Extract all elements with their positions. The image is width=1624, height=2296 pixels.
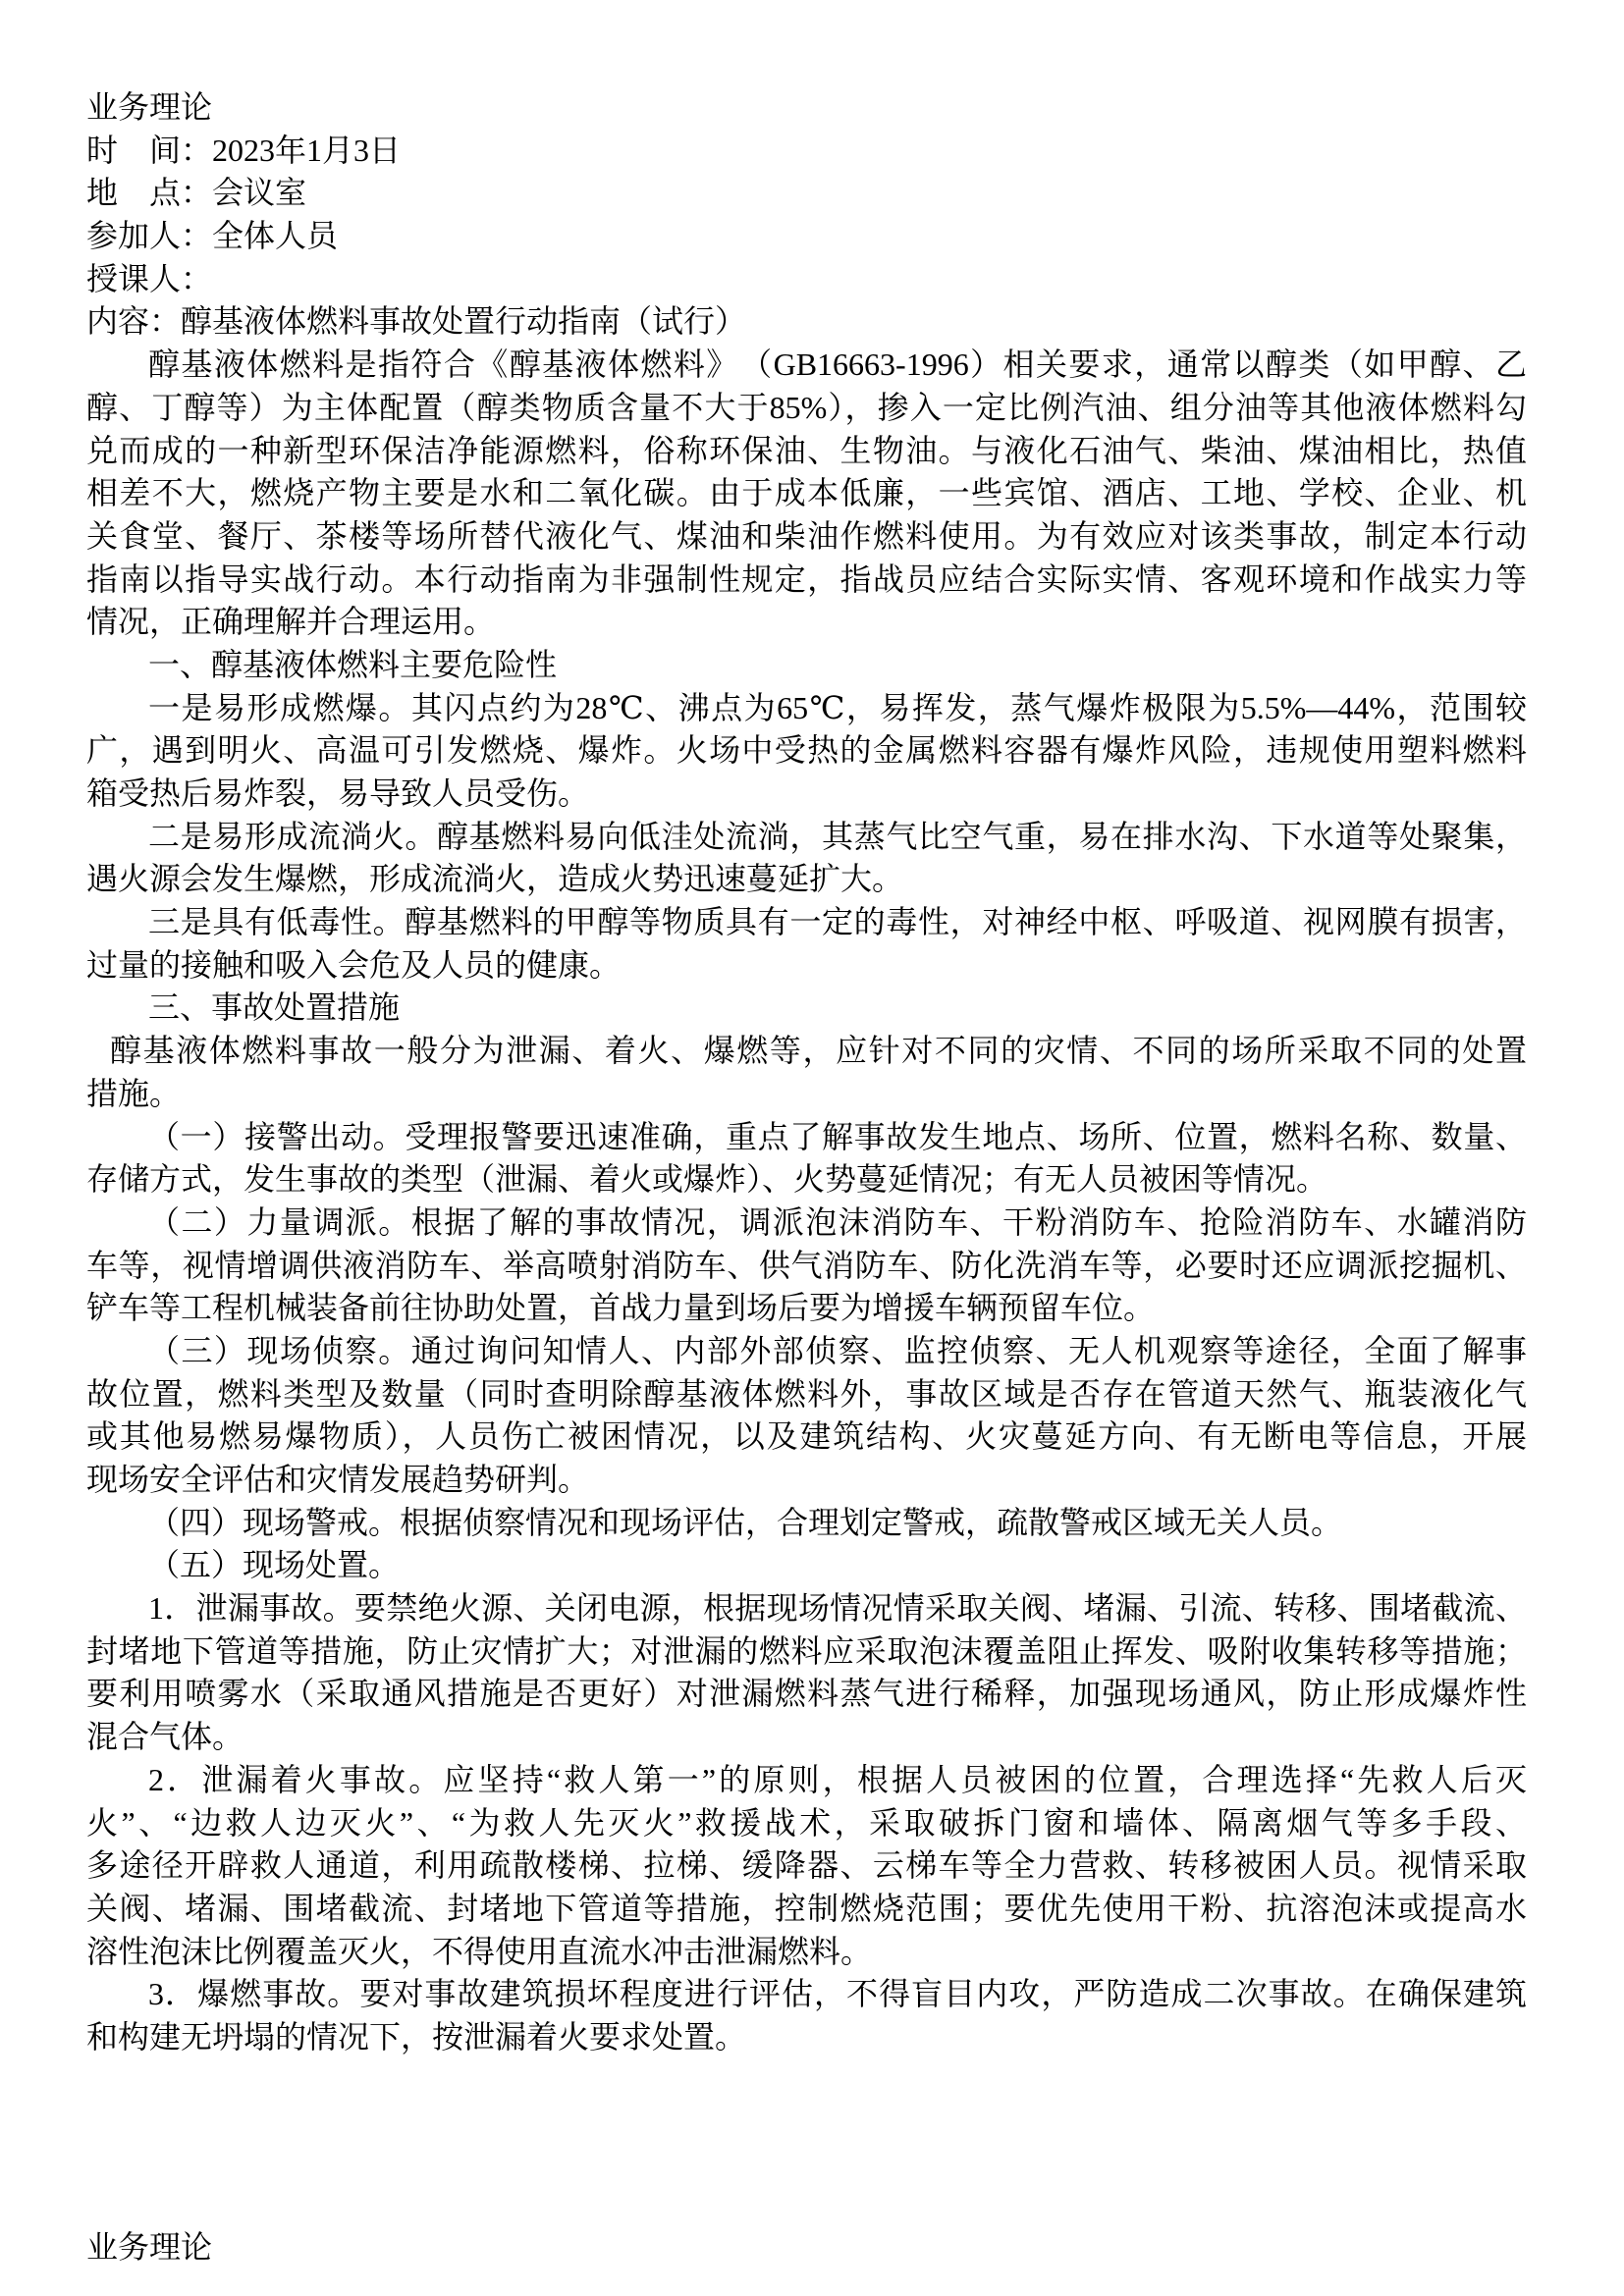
paragraph-line: （四）现场警戒。根据侦察情况和现场评估，合理划定警戒，疏散警戒区域无关人员。 — [148, 1504, 1343, 1540]
paragraph-line: 广，遇到明火、高温可引发燃烧、爆炸。火场中受热的金属燃料容器有爆炸风险，违规使用塑料燃料 — [86, 732, 1527, 769]
meta-time: 时 间：2023年1月3日 — [86, 132, 402, 168]
paragraph — [86, 1330, 1527, 1502]
meta-lecturer: 授课人： — [86, 260, 213, 296]
paragraph — [86, 816, 1527, 901]
paragraphs — [86, 344, 1527, 2059]
paragraph — [86, 1116, 1527, 1201]
paragraph-line: 三是具有低毒性。醇基燃料的甲醇等物质具有一定的毒性，对神经中枢、呼吸道、视网膜有损害， — [148, 904, 1527, 940]
paragraph-line: 车等，视情增调供液消防车、举高喷射消防车、供气消防车、防化洗消车等，必要时还应调派挖掘机、 — [86, 1247, 1527, 1283]
paragraph-line: 或其他易燃易爆物质），人员伤亡被困情况，以及建筑结构、火灾蔓延方向、有无断电等信息，开展 — [86, 1418, 1527, 1455]
paragraph-line: 混合气体。 — [86, 1719, 244, 1755]
paragraph-line: 封堵地下管道等措施，防止灾情扩大；对泄漏的燃料应采取泡沫覆盖阻止挥发、吸附收集转移等措施； — [86, 1632, 1527, 1669]
document-body — [86, 86, 1527, 2059]
paragraph-line: 故位置，燃料类型及数量（同时查明除醇基液体燃料外，事故区域是否存在管道天然气、瓶装液化气 — [86, 1375, 1527, 1412]
meta-participants: 参加人：全体人员 — [86, 218, 339, 254]
meta-location: 地 点：会议室 — [86, 175, 307, 211]
paragraph-line: 关食堂、餐厅、茶楼等场所替代液化气、煤油和柴油作燃料使用。为有效应对该类事故，制定本行动 — [86, 517, 1527, 554]
paragraph — [86, 344, 1527, 644]
paragraph-line: 2．泄漏着火事故。应坚持“救人第一”的原则，根据人员被困的位置，合理选择“先救人后灭 — [148, 1761, 1527, 1797]
meta-content: 内容：醇基液体燃料事故处置行动指南（试行） — [86, 303, 747, 340]
paragraph-line: 醇基液体燃料事故一般分为泄漏、着火、爆燃等，应针对不同的灾情、不同的场所采取不同的处置 — [110, 1033, 1527, 1069]
paragraph-line: 火”、“边救人边灭火”、“为救人先灭火”救援战术，采取破拆门窗和墙体、隔离烟气等多手段、 — [86, 1804, 1527, 1841]
paragraph — [86, 1759, 1527, 1973]
paragraph — [86, 1502, 1527, 1545]
paragraph — [86, 687, 1527, 816]
footer-label: 业务理论 — [86, 2229, 213, 2265]
paragraph — [86, 1544, 1527, 1587]
paragraph-line: （二）力量调派。根据了解的事故情况，调派泡沫消防车、干粉消防车、抢险消防车、水罐消防 — [148, 1203, 1527, 1240]
paragraph-line: 兑而成的一种新型环保洁净能源燃料，俗称环保油、生物油。与液化石油气、柴油、煤油相比，热值 — [86, 432, 1527, 468]
paragraph-line: 措施。 — [86, 1075, 182, 1111]
paragraph-line: 一是易形成燃爆。其闪点约为28℃、沸点为65℃，易挥发，蒸气爆炸极限为5.5%—44%，范围较 — [148, 689, 1527, 725]
paragraph — [86, 987, 1527, 1030]
paragraph — [86, 1973, 1527, 2058]
paragraph-line: 二是易形成流淌火。醇基燃料易向低洼处流淌，其蒸气比空气重，易在排水沟、下水道等处聚集， — [148, 818, 1527, 854]
paragraph-line: 三、事故处置措施 — [148, 989, 401, 1026]
paragraph-line: 溶性泡沫比例覆盖灭火，不得使用直流水冲击泄漏燃料。 — [86, 1933, 873, 1969]
paragraph-line: 过量的接触和吸入会危及人员的健康。 — [86, 946, 622, 983]
paragraph-line: （五）现场处置。 — [148, 1547, 401, 1583]
header-label: 业务理论 — [86, 89, 213, 125]
paragraph-line: 存储方式，发生事故的类型（泄漏、着火或爆炸）、火势蔓延情况；有无人员被困等情况。 — [86, 1161, 1328, 1198]
paragraph-line: 现场安全评估和灾情发展趋势研判。 — [86, 1462, 590, 1497]
paragraph — [86, 1201, 1527, 1330]
paragraph-line: （一）接警出动。受理报警要迅速准确，重点了解事故发生地点、场所、位置，燃料名称、数量、 — [148, 1118, 1527, 1154]
paragraph — [86, 901, 1527, 987]
paragraph-line: 关阀、堵漏、围堵截流、封堵地下管道等措施，控制燃烧范围；要优先使用干粉、抗溶泡沫或提高水 — [86, 1890, 1527, 1926]
paragraph-line: 1．泄漏事故。要禁绝火源、关闭电源，根据现场情况情采取关阀、堵漏、引流、转移、围堵截流、 — [148, 1590, 1527, 1627]
paragraph-line: 和构建无坍塌的情况下，按泄漏着火要求处置。 — [86, 2018, 747, 2055]
paragraph-line: 要利用喷雾水（采取通风措施是否更好）对泄漏燃料蒸气进行稀释，加强现场通风，防止形成爆炸性 — [86, 1676, 1527, 1712]
paragraph-line: 醇、丁醇等）为主体配置（醇类物质含量不大于85%），掺入一定比例汽油、组分油等其他液体燃料勾 — [86, 389, 1527, 425]
paragraph-line: 箱受热后易炸裂，易导致人员受伤。 — [86, 775, 590, 811]
paragraph-line: （三）现场侦察。通过询问知情人、内部外部侦察、监控侦察、无人机观察等途径，全面了解事 — [148, 1332, 1527, 1368]
paragraph-line: 情况，正确理解并合理运用。 — [86, 604, 496, 640]
paragraph-line: 3．爆燃事故。要对事故建筑损坏程度进行评估，不得盲目内攻，严防造成二次事故。在确保建筑 — [148, 1976, 1527, 2012]
paragraph-line: 铲车等工程机械装备前往协助处置，首战力量到场后要为增援车辆预留车位。 — [86, 1290, 1156, 1326]
paragraph-line: 相差不大，燃烧产物主要是水和二氧化碳。由于成本低廉，一些宾馆、酒店、工地、学校、企业、机 — [86, 475, 1527, 511]
paragraph — [86, 1587, 1527, 1759]
paragraph-line: 多途径开辟救人通道，利用疏散楼梯、拉梯、缓降器、云梯车等全力营救、转移被困人员。视情采取 — [86, 1847, 1527, 1884]
paragraph-line: 遇火源会发生爆燃，形成流淌火，造成火势迅速蔓延扩大。 — [86, 861, 904, 897]
paragraph-line: 指南以指导实战行动。本行动指南为非强制性规定，指战员应结合实际实情、客观环境和作战实力等 — [86, 561, 1527, 597]
paragraph — [86, 644, 1527, 687]
paragraph-line: 一、醇基液体燃料主要危险性 — [148, 646, 558, 682]
paragraph — [86, 1030, 1527, 1115]
paragraph-line: 醇基液体燃料是指符合《醇基液体燃料》 （GB16663-1996）相关要求，通常以醇类（如甲醇、乙 — [148, 347, 1527, 383]
